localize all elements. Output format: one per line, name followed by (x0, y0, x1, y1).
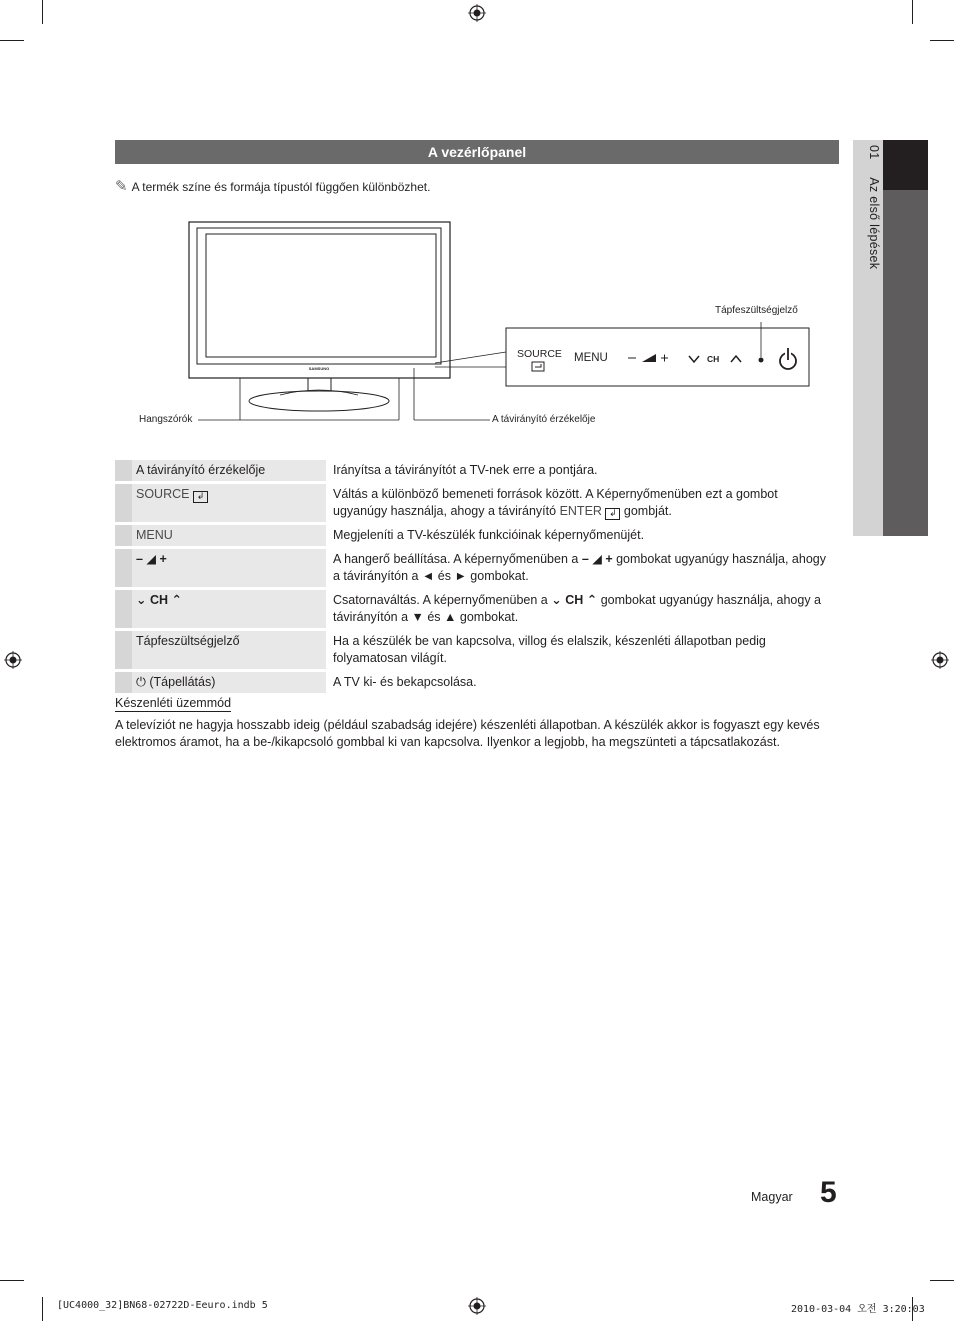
row-name: A távirányító érzékelője (136, 463, 266, 477)
table-row (115, 525, 839, 546)
table-row (115, 590, 839, 628)
row-desc: Megjeleníti a TV-készülék funkcióinak képernyőmenüjét. (333, 528, 645, 542)
table-row (115, 484, 839, 522)
table-row (115, 549, 839, 587)
standby-heading: Készenléti üzemmód (115, 696, 232, 710)
row-desc-end: gombokat ugyanúgy használja, ahogy a távirányítón a ◄ és ► gombokat. (333, 552, 826, 583)
section-title: A vezérlőpanel (115, 140, 839, 164)
panel-source-label: SOURCE (517, 348, 562, 360)
crop-mark (930, 1280, 954, 1281)
enter-label: ENTER (559, 504, 602, 518)
row-desc: A hangerő beállítása. A képernyőmenüben a (333, 552, 579, 566)
print-slug-file: [UC4000_32]BN68-02722D-Eeuro.indb 5 (57, 1300, 268, 1311)
crop-mark (0, 40, 24, 41)
registration-mark-icon (468, 4, 486, 22)
chevron-up-icon: ⌃ (171, 593, 182, 607)
menu-name: MENU (136, 528, 173, 542)
chapter-number: 01 (867, 145, 881, 160)
pencil-note-icon: ✎ (115, 178, 128, 195)
print-slug-date: 2010-03-04 오전 3:20:03 (791, 1304, 925, 1315)
registration-mark-icon (931, 651, 949, 669)
row-desc-end: gombokat ugyanúgy használja, ahogy a távirányítón a ▼ és ▲ gombokat. (333, 593, 821, 624)
chevron-down-icon: ⌄ (551, 593, 562, 607)
volume-icon: – ◢ + (136, 552, 167, 566)
row-desc: A TV ki- és bekapcsolása. (333, 675, 477, 689)
enter-icon: ↲ (605, 508, 620, 520)
chapter-tab (853, 140, 928, 536)
chapter-tab-text (867, 145, 881, 269)
source-name: SOURCE (136, 487, 190, 501)
panel-ch-label: CH (707, 354, 720, 364)
row-desc: Csatornaváltás. A képernyőmenüben a (333, 593, 548, 607)
row-desc: Váltás a különböző bemeneti források között. A Képernyőmenüben ezt a gombot ugyanúgy használja, ahogy a távirányító (333, 487, 778, 518)
registration-mark-icon (468, 1297, 486, 1315)
registration-mark-icon (4, 651, 22, 669)
power-indicator-label: Tápfeszültségjelző (715, 305, 798, 316)
tv-diagram (130, 215, 820, 430)
crop-mark (42, 1297, 43, 1321)
table-row (115, 460, 839, 481)
chapter-label: Az első lépések (867, 177, 881, 270)
table-row (115, 672, 839, 693)
crop-mark (930, 40, 954, 41)
panel-menu-label: MENU (574, 352, 608, 364)
chevron-up-icon: ⌃ (586, 593, 598, 607)
row-desc: Ha a készülék be van kapcsolva, villog és elalszik, készenléti állapotban pedig folyamatosan világít. (333, 634, 766, 665)
ch-inline: CH (565, 593, 584, 607)
note (115, 177, 430, 195)
controls-table (115, 457, 839, 696)
crop-mark (912, 0, 913, 24)
row-desc: Irányítsa a távirányítót a TV-nek erre a pontjára. (333, 463, 598, 477)
volume-icon: – ◢ + (581, 552, 613, 566)
page-number: 5 (820, 1176, 837, 1209)
speakers-label: Hangszórók (139, 414, 193, 425)
row-name: (Tápellátás) (149, 675, 216, 689)
ch-name: CH (149, 593, 169, 607)
table-row (115, 631, 839, 669)
footer-language: Magyar (751, 1190, 793, 1204)
chevron-down-icon: ⌄ (136, 593, 147, 607)
samsung-logo: SAMSUNG (308, 366, 330, 371)
note-text: A termék színe és formája típustól függően különbözhet. (131, 180, 431, 194)
row-name: Tápfeszültségjelző (136, 634, 240, 648)
crop-mark (42, 0, 43, 24)
crop-mark (0, 1280, 24, 1281)
row-desc-end: gombját. (623, 504, 672, 518)
enter-icon: ↲ (193, 491, 208, 503)
sensor-label: A távirányító érzékelője (492, 414, 596, 425)
chapter-tab-marker (883, 140, 928, 190)
power-icon: ⏻ (136, 675, 146, 689)
standby-text: A televíziót ne hagyja hosszabb ideig (például szabadság idejére) készenléti állapotban. A készülék akkor is fogyaszt egy kevés elektromos áramot, ha a be-/kikapcsoló gombbal ki van kapcsolva. Ilyenkor a legjobb, ha megszünteti a tápcsatlakozást. (115, 718, 820, 749)
